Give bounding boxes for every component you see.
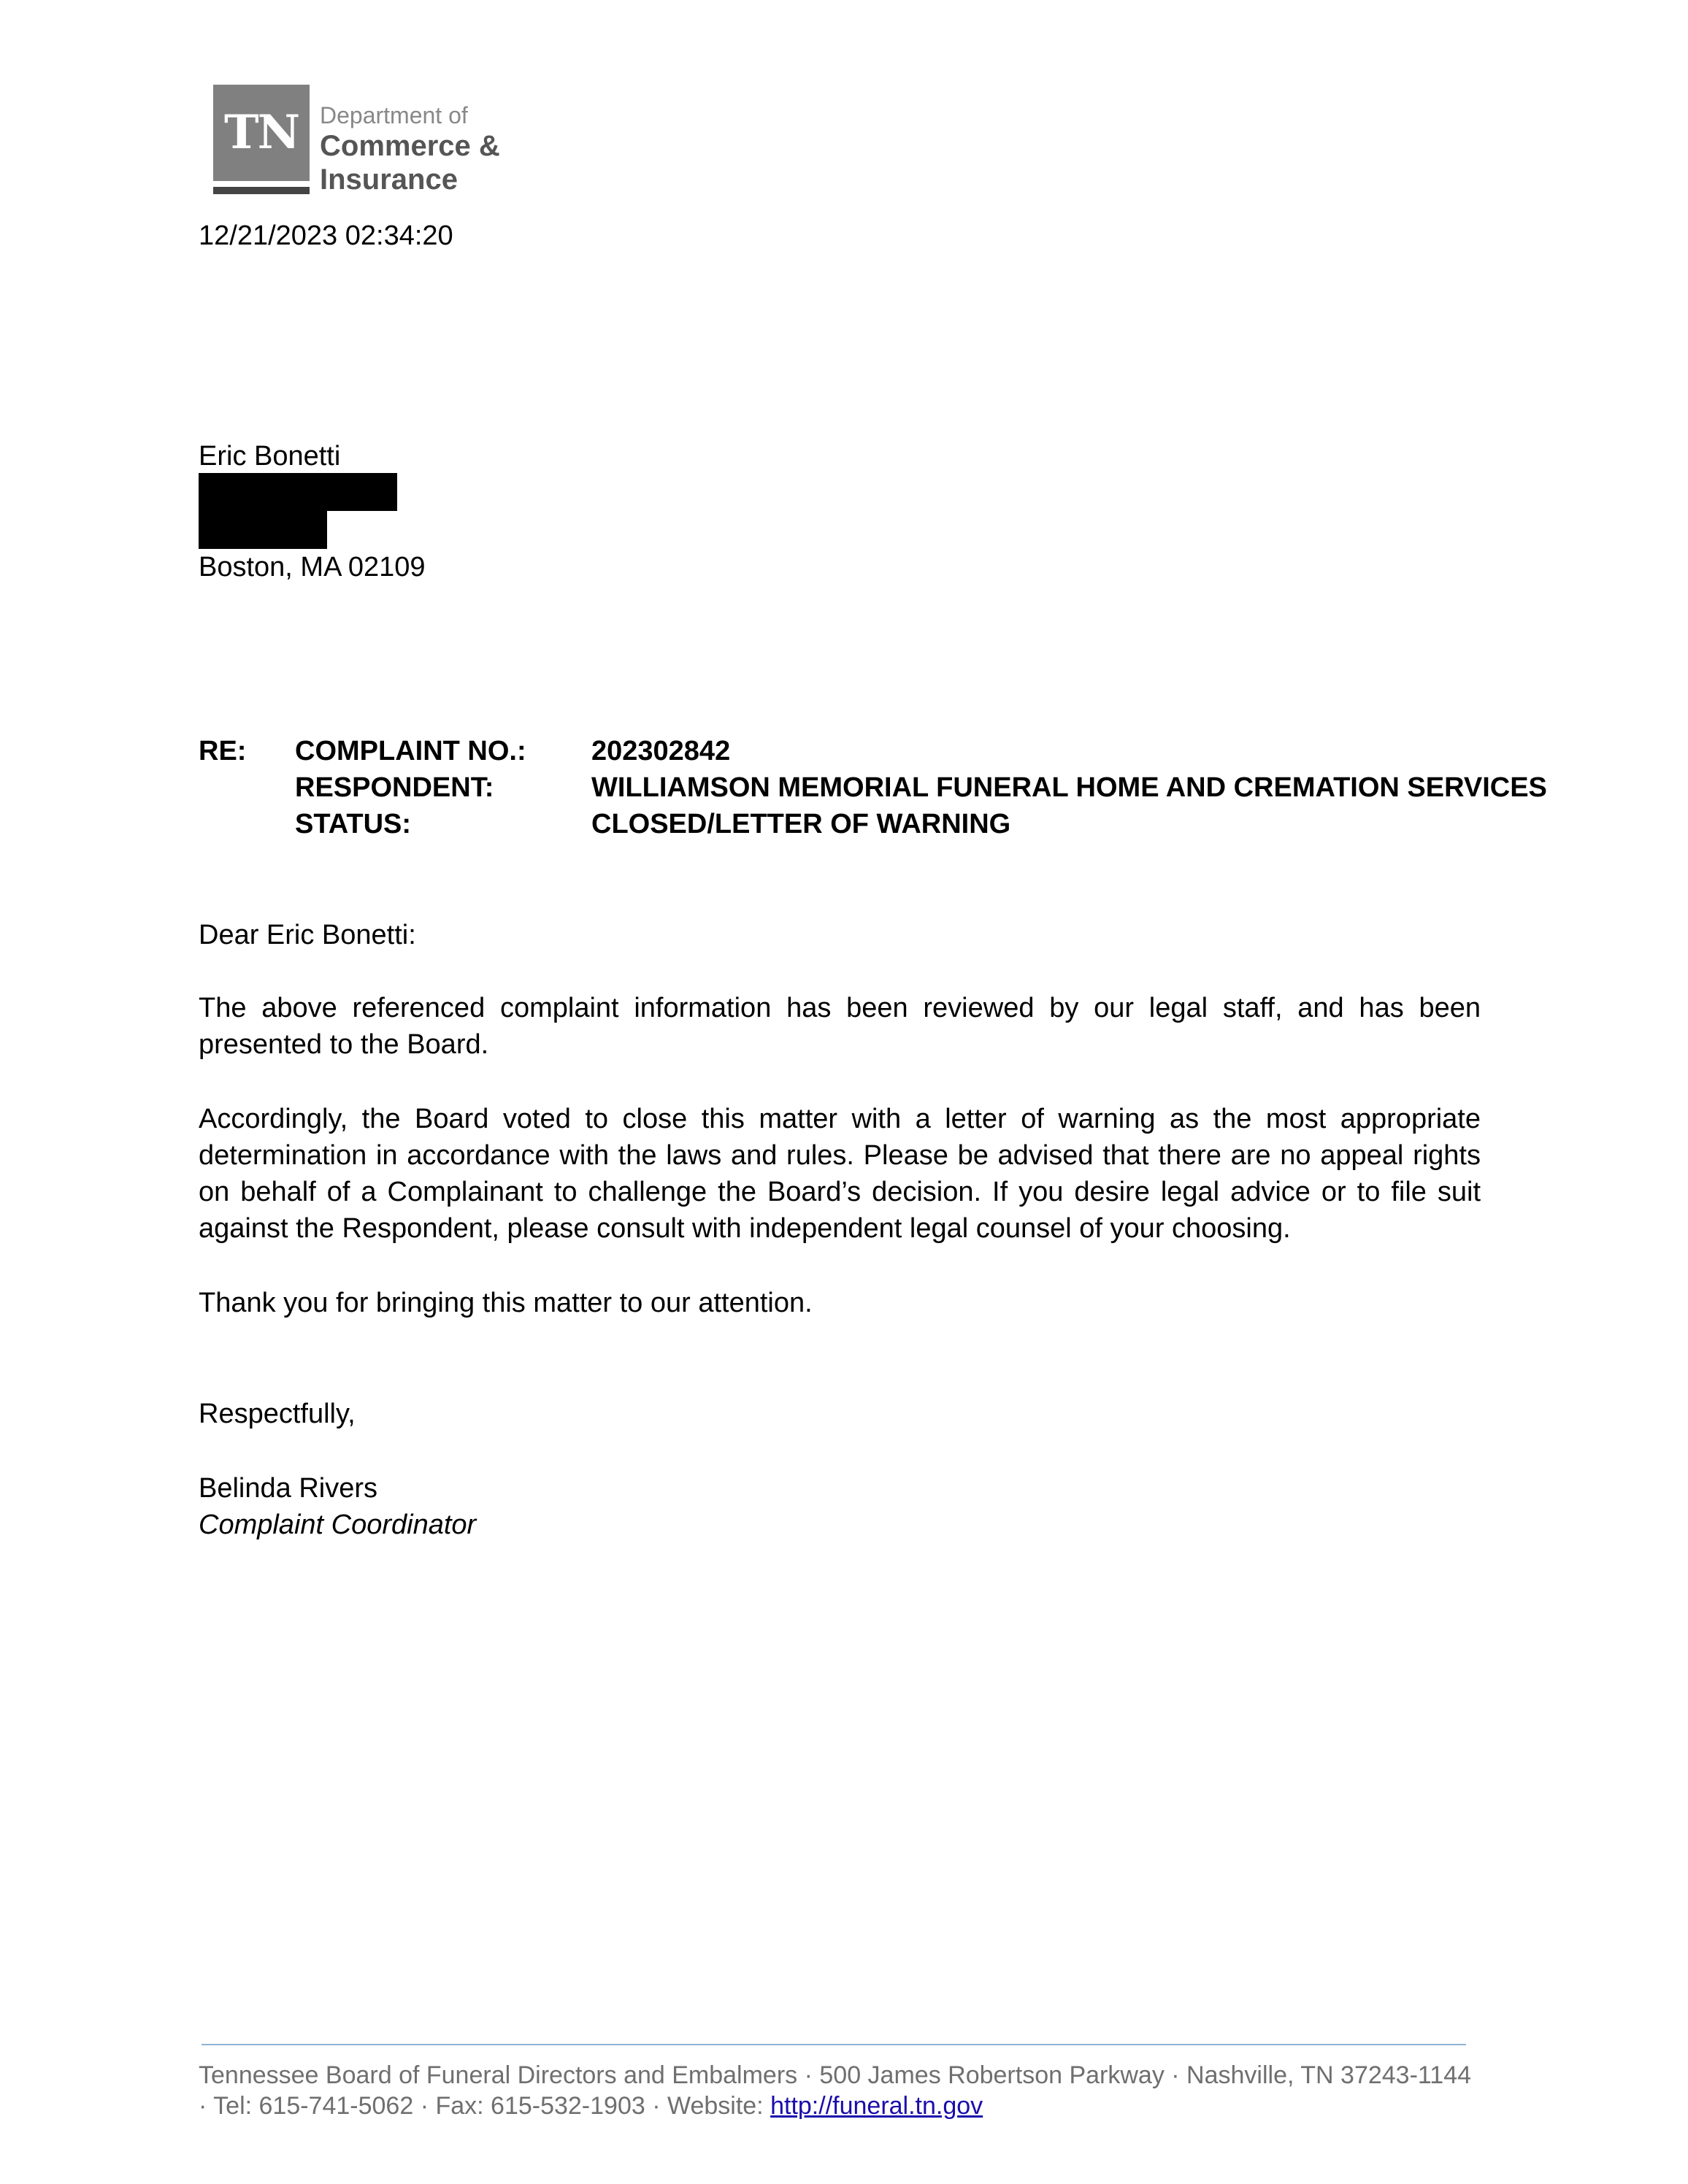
signer-name: Belinda Rivers: [199, 1473, 377, 1504]
letter-datetime: 12/21/2023 02:34:20: [199, 220, 453, 251]
respondent-value: WILLIAMSON MEMORIAL FUNERAL HOME AND CREMATION SERVICES: [591, 772, 1547, 803]
website-link[interactable]: http://funeral.tn.gov: [770, 2092, 983, 2120]
logo-commerce-line: Commerce &: [320, 130, 500, 162]
paragraph-thanks: Thank you for bringing this matter to our attention.: [199, 1288, 813, 1318]
recipient-name: Eric Bonetti: [199, 441, 341, 472]
footer: [199, 2060, 1484, 2121]
footer-text: Tennessee Board of Funeral Directors and Embalmers · 500 James Robertson Parkway · Nashville, TN 37243-1144 · Tel: 615-741-5062 · Fax: 615-532-1903 · Website:: [199, 2061, 1472, 2120]
redaction-bar: [199, 473, 397, 511]
re-label: RE:: [199, 736, 247, 766]
valediction: Respectfully,: [199, 1399, 356, 1429]
logo-dept-line: Department of: [320, 102, 468, 128]
signer-title: Complaint Coordinator: [199, 1510, 477, 1540]
respondent-label: RESPONDENT:: [295, 772, 494, 803]
salutation: Dear Eric Bonetti:: [199, 920, 416, 950]
logo-insurance-line: Insurance: [320, 164, 458, 196]
redaction-bar: [199, 511, 327, 549]
department-logo: [213, 85, 520, 194]
complaint-no-value: 202302842: [591, 736, 731, 766]
status-label: STATUS:: [295, 809, 412, 839]
paragraph-reviewed: The above referenced complaint information has been reviewed by our legal staff, and has been presented to the Board.: [199, 993, 1481, 1060]
logo-underline: [213, 187, 310, 194]
footer-divider: [202, 2044, 1466, 2045]
complaint-no-label: COMPLAINT NO.:: [295, 736, 526, 766]
status-value: CLOSED/LETTER OF WARNING: [591, 809, 1011, 839]
recipient-city: Boston, MA 02109: [199, 552, 426, 582]
logo-abbr: TN: [223, 105, 299, 160]
paragraph-decision: Accordingly, the Board voted to close this matter with a letter of warning as the most appropriate determination in accordance with the laws and rules. Please be advised that there are no appeal rights on behalf of a Complainant to challenge the Board’s decision. If you desire legal advice or to file suit against the Respondent, please consult with independent legal counsel of your choosing.: [199, 1104, 1481, 1244]
